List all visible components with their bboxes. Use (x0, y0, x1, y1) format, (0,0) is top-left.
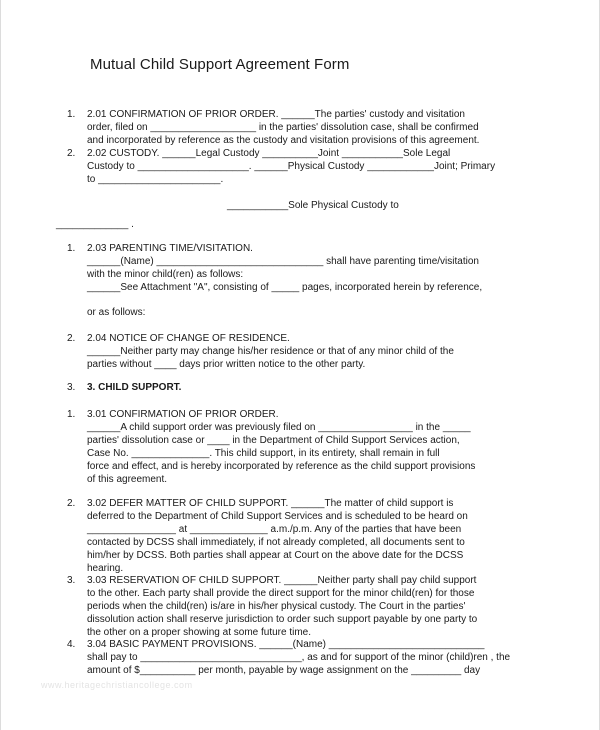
item-text: Case No. ______________. This child support, in its entirety, shall remain in full (87, 448, 440, 459)
item-text: force and effect, and is hereby incorporated by reference as the child support provisions (87, 461, 476, 472)
item-text: ________________ at ______________ a.m./p.m. Any of the parties that have been (87, 524, 462, 535)
item-text: of this agreement. (87, 474, 168, 485)
item-text: with the minor child(ren) as follows: (87, 269, 244, 280)
item-text: contacted by DCSS shall immediately, if not already completed, all documents sent to (87, 537, 465, 548)
item-text: 3.01 CONFIRMATION OF PRIOR ORDER. (87, 409, 279, 420)
item-number: 2. (67, 498, 76, 509)
item-text: him/her by DCSS. Both parties shall appear at Court on the above date for the DCSS (87, 550, 464, 561)
item-text: 3.02 DEFER MATTER OF CHILD SUPPORT. ______The matter of child support is (87, 498, 454, 509)
item-text: 2.04 NOTICE OF CHANGE OF RESIDENCE. (87, 333, 290, 344)
item-text: 2.02 CUSTODY. ______Legal Custody __________Joint ___________Sole Legal (87, 148, 451, 159)
item-text: parties' dissolution case or ____ in the Department of Child Support Services action, (87, 435, 460, 446)
item-number: 1. (67, 109, 76, 120)
item-text: and incorporated by reference as the custody and visitation provisions of this agreement. (87, 135, 480, 146)
item-text: dissolution action shall reserve jurisdiction to order such support payable by one party to (87, 614, 478, 625)
item-text: 2.01 CONFIRMATION OF PRIOR ORDER. ______The parties' custody and visitation (87, 109, 465, 120)
or-as-follows: or as follows: (87, 307, 146, 318)
item-text: 2.03 PARENTING TIME/VISITATION. (87, 243, 253, 254)
item-text: hearing. (87, 563, 124, 574)
item-number: 3. (67, 575, 76, 586)
item-text: parties without ____ days prior written notice to the other party. (87, 359, 366, 370)
page-title: Mutual Child Support Agreement Form (90, 56, 350, 73)
item-number: 1. (67, 409, 76, 420)
item-text: ______See Attachment "A", consisting of _____ pages, incorporated herein by reference, (87, 282, 483, 293)
item-text: 3.03 RESERVATION OF CHILD SUPPORT. ______Neither party shall pay child support (87, 575, 477, 586)
sole-physical-custody-line: ___________Sole Physical Custody to (227, 200, 399, 211)
item-text: the other on a proper showing at some future time. (87, 627, 312, 638)
list-item (67, 147, 551, 186)
list-item (67, 108, 551, 147)
item-text: to the other. Each party shall provide the direct support for the minor child(ren) for those (87, 588, 475, 599)
item-text: Custody to ____________________. ______Physical Custody ____________Joint; Primary (87, 161, 496, 172)
item-text: amount of $__________ per month, payable by wage assignment on the _________ day (87, 665, 481, 676)
list-item (67, 408, 551, 486)
section-title: 3. CHILD SUPPORT. (87, 382, 182, 393)
item-number: 3. (67, 382, 76, 393)
item-number: 1. (67, 243, 76, 254)
item-number: 2. (67, 333, 76, 344)
item-text: ______A child support order was previously filed on _________________ in the _____ (87, 422, 471, 433)
item-text: shall pay to _____________________________, as and for support of the minor (child)ren , the (87, 652, 511, 663)
item-text: deferred to the Department of Child Support Services and is scheduled to be heard on (87, 511, 468, 522)
item-text: order, filed on ___________________ in the parties' dissolution case, shall be confirmed (87, 122, 479, 133)
item-text: to ______________________. (87, 174, 224, 185)
item-number: 2. (67, 148, 76, 159)
item-text: periods when the child(ren) is/are in his/her physical custody. The Court in the parties' (87, 601, 466, 612)
list-item (67, 574, 551, 639)
watermark: www.heritagechristiancollege.com (41, 680, 193, 690)
item-text: ______(Name) ______________________________ shall have parenting time/visitation (87, 256, 479, 267)
section-heading (67, 381, 551, 394)
blank-line: _____________ . (56, 219, 134, 230)
item-text: 3.04 BASIC PAYMENT PROVISIONS. ______(Name) ____________________________ (87, 639, 485, 650)
item-number: 4. (67, 639, 76, 650)
item-text: ______Neither party may change his/her residence or that of any minor child of the (87, 346, 454, 357)
list-item (67, 242, 551, 294)
list-item (67, 638, 551, 677)
list-item (67, 332, 551, 371)
list-item (67, 497, 551, 575)
